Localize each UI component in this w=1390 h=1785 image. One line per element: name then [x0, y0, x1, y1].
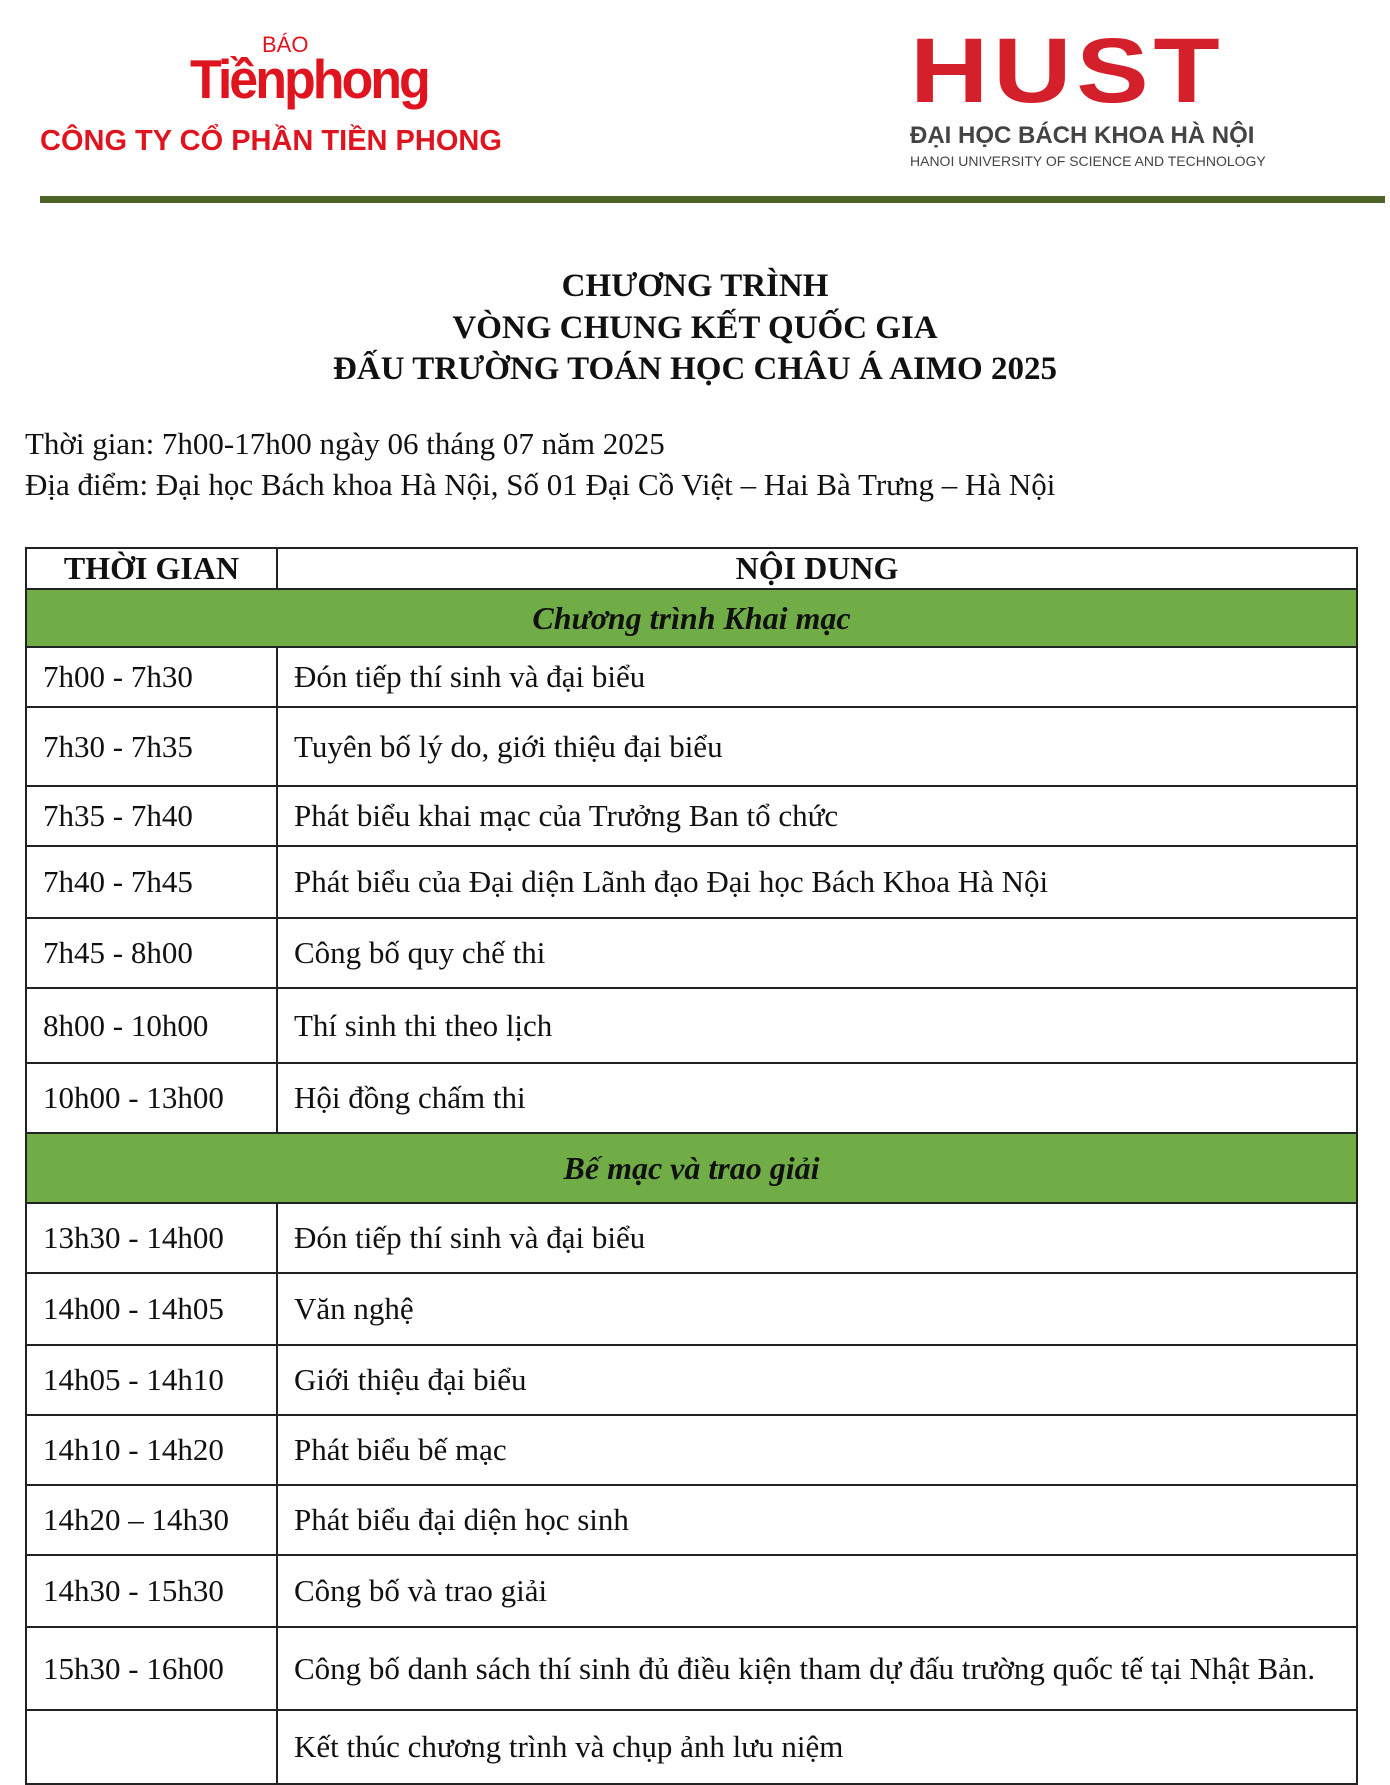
row-time: 7h35 - 7h40 — [26, 786, 277, 846]
table-header-row — [26, 548, 1357, 589]
row-time: 7h45 - 8h00 — [26, 918, 277, 988]
row-content: Hội đồng chấm thi — [277, 1063, 1357, 1133]
row-time: 10h00 - 13h00 — [26, 1063, 277, 1133]
table-row — [26, 1627, 1357, 1710]
section-title: Chương trình Khai mạc — [26, 589, 1357, 647]
logo-bao-text: BÁO — [262, 32, 309, 57]
header-time: THỜI GIAN — [26, 548, 277, 589]
row-time: 14h10 - 14h20 — [26, 1415, 277, 1485]
row-time — [26, 1710, 277, 1784]
row-content: Thí sinh thi theo lịch — [277, 988, 1357, 1063]
hust-logo — [905, 20, 1305, 175]
row-time: 7h30 - 7h35 — [26, 707, 277, 786]
row-time: 8h00 - 10h00 — [26, 988, 277, 1063]
event-time: Thời gian: 7h00-17h00 ngày 06 tháng 07 năm 2025 — [25, 426, 665, 461]
row-time: 7h00 - 7h30 — [26, 647, 277, 707]
table-row — [26, 1415, 1357, 1485]
table-row — [26, 1273, 1357, 1345]
title-line-2: VÒNG CHUNG KẾT QUỐC GIA — [452, 310, 938, 346]
table-row — [26, 1345, 1357, 1415]
title-line-1: CHƯƠNG TRÌNH — [561, 268, 829, 304]
row-content: Đón tiếp thí sinh và đại biểu — [277, 647, 1357, 707]
row-time: 14h00 - 14h05 — [26, 1273, 277, 1345]
row-content: Giới thiệu đại biểu — [277, 1345, 1357, 1415]
row-time: 13h30 - 14h00 — [26, 1203, 277, 1273]
table-row — [26, 1063, 1357, 1133]
tien-phong-logo — [40, 30, 530, 170]
row-content: Phát biểu khai mạc của Trưởng Ban tổ chức — [277, 786, 1357, 846]
table-row — [26, 647, 1357, 707]
section-row — [26, 589, 1357, 647]
table-row — [26, 1485, 1357, 1555]
row-content: Tuyên bố lý do, giới thiệu đại biểu — [277, 707, 1357, 786]
hust-mark: HUST — [910, 20, 1225, 122]
table-row — [26, 786, 1357, 846]
table-row — [26, 918, 1357, 988]
header-content: NỘI DUNG — [277, 548, 1357, 589]
row-content: Công bố quy chế thi — [277, 918, 1357, 988]
title-line-3: ĐẤU TRƯỜNG TOÁN HỌC CHÂU Á AIMO 2025 — [333, 351, 1057, 387]
table-row — [26, 1710, 1357, 1784]
row-content: Công bố danh sách thí sinh đủ điều kiện tham dự đấu trường quốc tế tại Nhật Bản. — [277, 1627, 1357, 1710]
row-time: 14h05 - 14h10 — [26, 1345, 277, 1415]
header-divider — [40, 196, 1385, 203]
row-time: 7h40 - 7h45 — [26, 846, 277, 918]
logo-tienphong-text: Tiềnphong — [190, 49, 428, 111]
row-content: Phát biểu của Đại diện Lãnh đạo Đại học Bách Khoa Hà Nội — [277, 846, 1357, 918]
hust-name-vn: ĐẠI HỌC BÁCH KHOA HÀ NỘI — [910, 122, 1255, 149]
table-row — [26, 1555, 1357, 1627]
hust-name-en: HANOI UNIVERSITY OF SCIENCE AND TECHNOLOGY — [910, 153, 1266, 169]
company-name: CÔNG TY CỔ PHẦN TIỀN PHONG — [40, 125, 502, 157]
section-title: Bế mạc và trao giải — [26, 1133, 1357, 1203]
row-time: 14h30 - 15h30 — [26, 1555, 277, 1627]
table-row — [26, 1203, 1357, 1273]
schedule-table — [25, 547, 1358, 1785]
row-content: Văn nghệ — [277, 1273, 1357, 1345]
row-time: 15h30 - 16h00 — [26, 1627, 277, 1710]
event-place: Địa điểm: Đại học Bách khoa Hà Nội, Số 01 Đại Cồ Việt – Hai Bà Trưng – Hà Nội — [25, 467, 1056, 502]
section-row — [26, 1133, 1357, 1203]
table-row — [26, 846, 1357, 918]
row-content: Phát biểu đại diện học sinh — [277, 1485, 1357, 1555]
table-row — [26, 707, 1357, 786]
row-content: Kết thúc chương trình và chụp ảnh lưu niệm — [277, 1710, 1357, 1784]
table-row — [26, 988, 1357, 1063]
row-content: Đón tiếp thí sinh và đại biểu — [277, 1203, 1357, 1273]
row-content: Phát biểu bế mạc — [277, 1415, 1357, 1485]
row-time: 14h20 – 14h30 — [26, 1485, 277, 1555]
row-content: Công bố và trao giải — [277, 1555, 1357, 1627]
